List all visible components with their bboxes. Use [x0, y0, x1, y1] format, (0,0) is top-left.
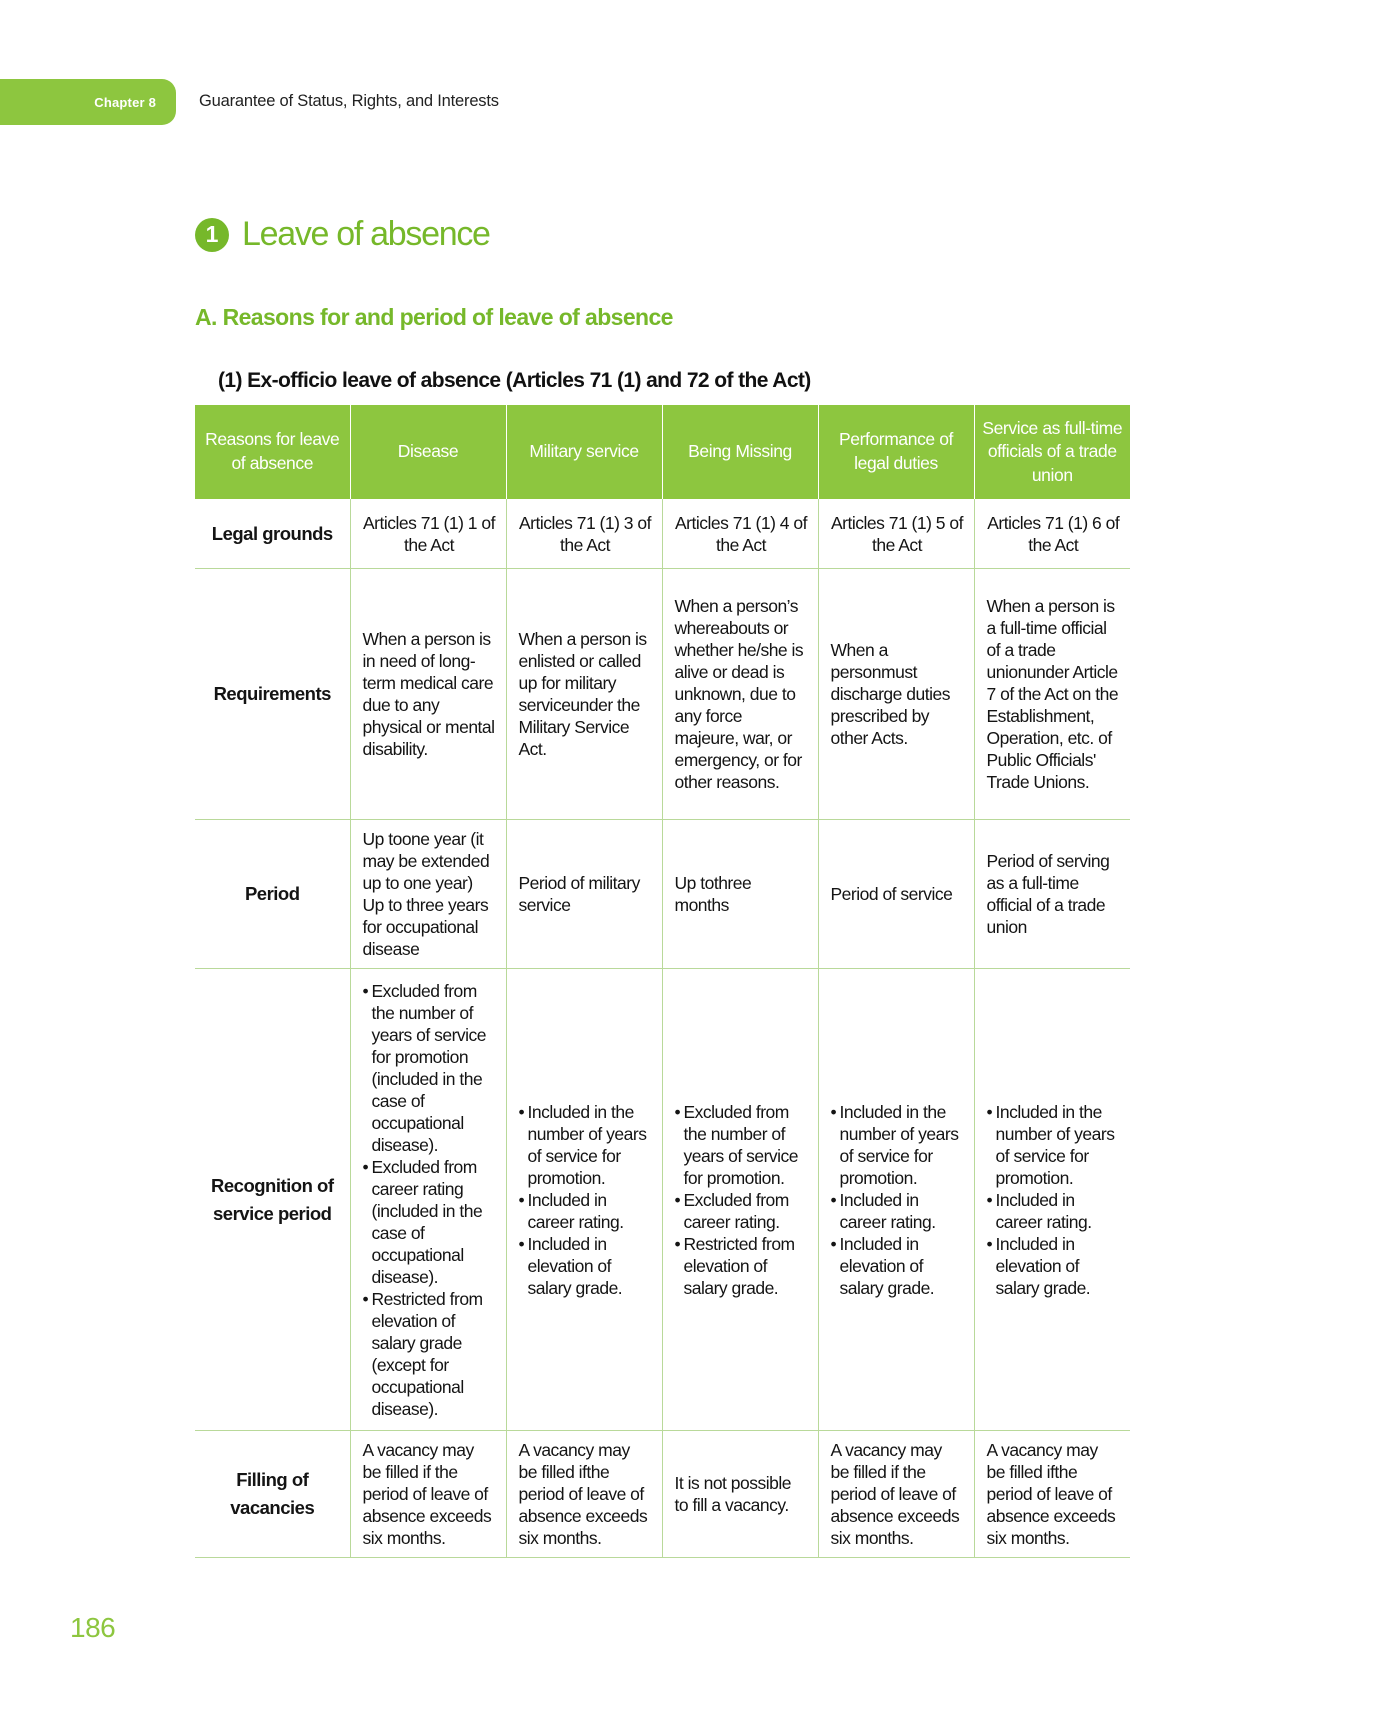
table-cell	[818, 969, 974, 1431]
page-number: 186	[70, 1612, 116, 1643]
table-cell: When a person is a full-time official of a trade unionunder Article 7 of the Act on the Establishment, Operation, etc. of Public Officials' Trade Unions.	[974, 569, 1130, 820]
list-item: • Restricted from elevation of salary grade.	[675, 1233, 808, 1299]
list-item: • Included in elevation of salary grade.	[987, 1233, 1121, 1299]
column-header: Disease	[350, 405, 506, 499]
column-header: Being Missing	[662, 405, 818, 499]
table-row-legal-grounds	[195, 499, 1130, 569]
table-cell: It is not possible to fill a vacancy.	[662, 1431, 818, 1558]
list-item: • Included in career rating.	[987, 1189, 1121, 1233]
table-cell: Up toone year (it may be extended up to one year) Up to three years for occupational disease	[350, 820, 506, 969]
section-heading	[195, 215, 490, 254]
list-item: • Restricted from elevation of salary grade (except for occupational disease).	[363, 1288, 496, 1420]
row-label: Requirements	[195, 569, 350, 820]
row-label: Filling of vacancies	[195, 1431, 350, 1558]
table-cell: Period of military service	[506, 820, 662, 969]
table-cell: A vacancy may be filled if the period of leave of absence exceeds six months.	[818, 1431, 974, 1558]
bullet-list	[363, 980, 496, 1420]
list-item: • Included in the number of years of service for promotion.	[987, 1101, 1121, 1189]
list-item: • Included in career rating.	[831, 1189, 964, 1233]
section-number-badge: 1	[195, 218, 229, 252]
subsection-title: A. Reasons for and period of leave of absence	[195, 304, 673, 330]
table-cell	[350, 969, 506, 1431]
chapter-label: Chapter 8	[94, 94, 156, 110]
bullet-list	[519, 1101, 652, 1299]
table-cell: Articles 71 (1) 3 of the Act	[506, 499, 662, 569]
bullet-list	[987, 1101, 1121, 1299]
list-item: • Excluded from career rating.	[675, 1189, 808, 1233]
leave-of-absence-table	[195, 405, 1130, 1558]
section-title: Leave of absence	[242, 215, 490, 253]
table-row-requirements	[195, 569, 1130, 820]
list-item: • Included in career rating.	[519, 1189, 652, 1233]
list-item: • Included in elevation of salary grade.	[831, 1233, 964, 1299]
list-item: • Excluded from the number of years of service for promotion.	[675, 1101, 808, 1189]
column-header: Service as full-time officials of a trade union	[974, 405, 1130, 499]
table-row-filling-vacancies	[195, 1431, 1130, 1558]
table-row-recognition	[195, 969, 1130, 1431]
table-cell: Up tothree months	[662, 820, 818, 969]
list-item: • Included in the number of years of service for promotion.	[519, 1101, 652, 1189]
table-row-period	[195, 820, 1130, 969]
table-cell: When a personmust discharge duties prescribed by other Acts.	[818, 569, 974, 820]
table-caption: (1) Ex-officio leave of absence (Articles 71 (1) and 72 of the Act)	[218, 369, 811, 392]
row-label: Period	[195, 820, 350, 969]
table-cell: Articles 71 (1) 4 of the Act	[662, 499, 818, 569]
table-cell: A vacancy may be filled ifthe period of leave of absence exceeds six months.	[974, 1431, 1130, 1558]
table-cell: When a person’s whereabouts or whether he/she is alive or dead is unknown, due to any force majeure, war, or emergency, or for other reasons.	[662, 569, 818, 820]
chapter-tab	[0, 79, 176, 125]
column-header: Performance of legal duties	[818, 405, 974, 499]
row-label: Recognition of service period	[195, 969, 350, 1431]
running-title: Guarantee of Status, Rights, and Interests	[199, 92, 499, 110]
table-cell	[662, 969, 818, 1431]
table-cell: A vacancy may be filled if the period of leave of absence exceeds six months.	[350, 1431, 506, 1558]
table-cell	[506, 969, 662, 1431]
list-item: • Excluded from the number of years of service for promotion (included in the case of occupational disease).	[363, 980, 496, 1156]
table-cell: Articles 71 (1) 1 of the Act	[350, 499, 506, 569]
table-cell: Articles 71 (1) 6 of the Act	[974, 499, 1130, 569]
table-cell: Period of serving as a full-time official of a trade union	[974, 820, 1130, 969]
table-cell: When a person is enlisted or called up for military serviceunder the Military Service Act.	[506, 569, 662, 820]
table-cell: A vacancy may be filled ifthe period of leave of absence exceeds six months.	[506, 1431, 662, 1558]
column-header: Reasons for leave of absence	[195, 405, 350, 499]
column-header: Military service	[506, 405, 662, 499]
bullet-list	[831, 1101, 964, 1299]
table-cell: Articles 71 (1) 5 of the Act	[818, 499, 974, 569]
table-header-row	[195, 405, 1130, 499]
table-cell	[974, 969, 1130, 1431]
table-cell: Period of service	[818, 820, 974, 969]
list-item: • Included in the number of years of service for promotion.	[831, 1101, 964, 1189]
table-cell: When a person is in need of long-term medical care due to any physical or mental disability.	[350, 569, 506, 820]
list-item: • Included in elevation of salary grade.	[519, 1233, 652, 1299]
bullet-list	[675, 1101, 808, 1299]
row-label: Legal grounds	[195, 499, 350, 569]
list-item: • Excluded from career rating (included in the case of occupational disease).	[363, 1156, 496, 1288]
